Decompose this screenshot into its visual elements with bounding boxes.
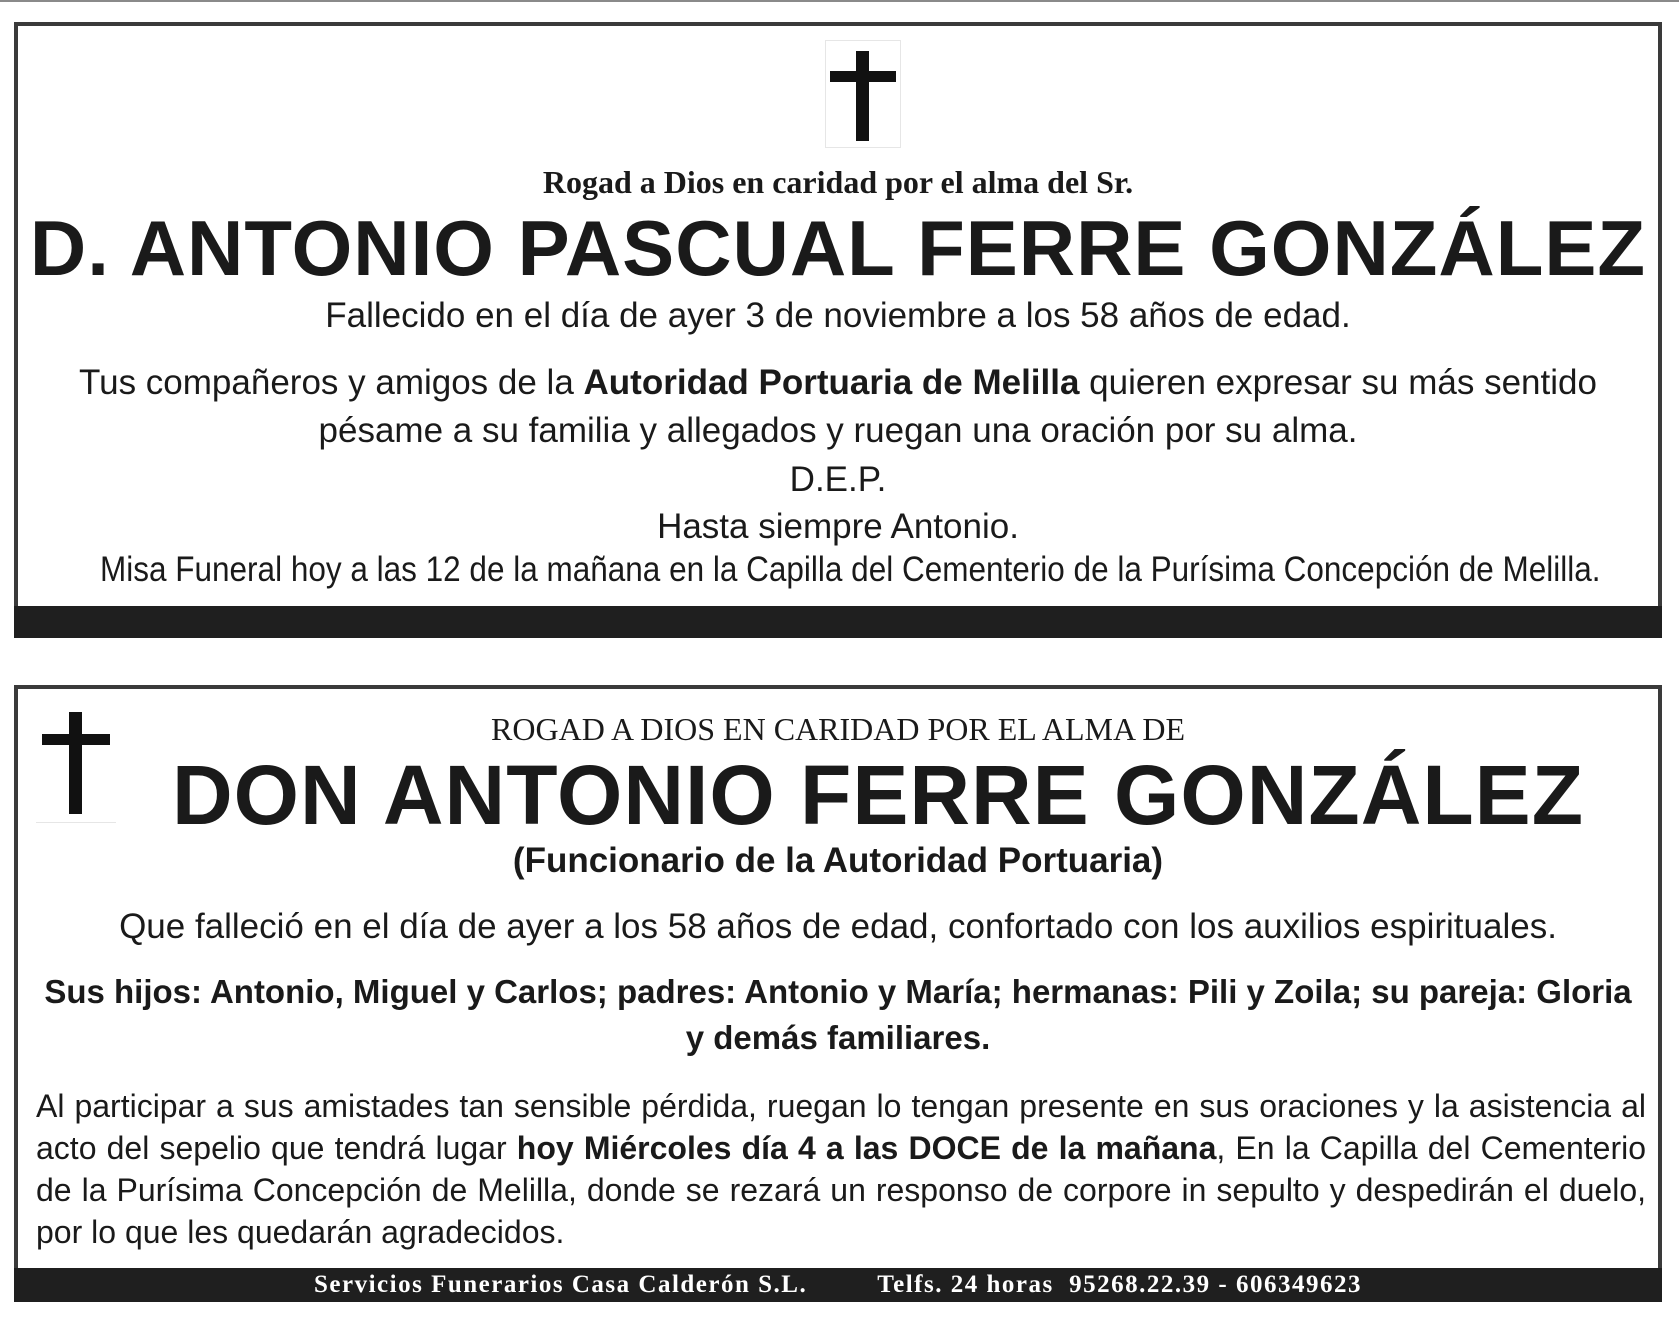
condolence-text <box>48 359 1628 455</box>
dep-line: D.E.P. <box>789 460 887 499</box>
footer-bar <box>14 1268 1662 1302</box>
funeral-company: Servicios Funerarios Casa Calderón S.L. <box>314 1271 808 1298</box>
condolence-text-end: quieren expresar su más sentido pésame a su familia y allegados y ruegan una oración por su alma. <box>318 363 1597 450</box>
condolence-text-start: Tus compañeros y amigos de la <box>79 363 584 402</box>
death-notice: Fallecido en el día de ayer 3 de noviembre a los 58 años de edad. <box>325 296 1351 335</box>
obituary-notice-1 <box>14 22 1662 606</box>
notice-1-bottom-bar <box>14 606 1662 638</box>
organization-name: Autoridad Portuaria de Melilla <box>583 363 1080 402</box>
latin-cross-icon <box>825 40 901 148</box>
top-rule <box>0 0 1679 2</box>
prayer-line: ROGAD A DIOS EN CARIDAD POR EL ALMA DE <box>491 711 1185 747</box>
prayer-line: Rogad a Dios en caridad por el alma del Sr. <box>542 164 1134 200</box>
burial-info-end: , En la Capilla del Cementerio de la Purísima Concepción de Melilla, donde se rezará un responso de corpore in sepulto y despedirán el duelo, por lo que les quedarán agradecidos. <box>36 1130 1647 1250</box>
obituary-notice-2 <box>14 685 1662 1295</box>
occupation-line: (Funcionario de la Autoridad Portuaria) <box>512 841 1164 880</box>
phone-numbers: Telfs. 24 horas 95268.22.39 - 606349623 <box>877 1271 1362 1298</box>
deceased-name: D. ANTONIO PASCUAL FERRE GONZÁLEZ <box>29 204 1647 292</box>
deceased-name: DON ANTONIO FERRE GONZÁLEZ <box>172 748 1584 842</box>
death-notice: Que falleció en el día de ayer a los 58 años de edad, confortado con los auxilios espirituales. <box>119 907 1557 946</box>
burial-time: hoy Miércoles día 4 a las DOCE de la mañana <box>516 1130 1217 1166</box>
family-list: Sus hijos: Antonio, Miguel y Carlos; padres: Antonio y María; hermanas: Pili y Zoila; su pareja: Gloria y demás familiares. <box>44 973 1632 1056</box>
funeral-mass-info: Misa Funeral hoy a las 12 de la mañana en la Capilla del Cementerio de la Purísima Concepción de Melilla. <box>100 550 1601 589</box>
farewell-line: Hasta siempre Antonio. <box>657 507 1019 546</box>
burial-info-start: Al participar a sus amistades tan sensible pérdida, ruegan lo tengan presente en sus oraciones y la asistencia al acto del sepelio que tendrá lugar <box>36 1088 1646 1166</box>
burial-info <box>36 1085 1646 1253</box>
